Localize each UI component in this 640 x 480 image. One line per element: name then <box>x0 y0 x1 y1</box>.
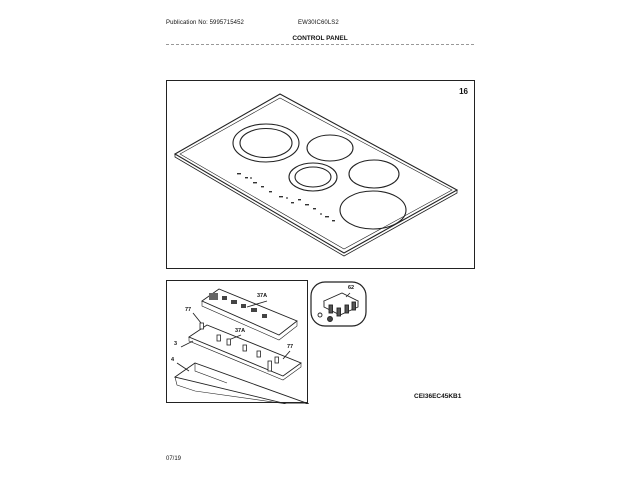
glass-top-outline <box>175 94 457 253</box>
callout-62: 62 <box>348 285 355 291</box>
header-divider <box>166 44 474 45</box>
figure-number: 16 <box>459 87 468 96</box>
callout-4: 4 <box>171 357 175 363</box>
large-element-inner <box>240 129 292 158</box>
model-number: EW30IC60LS2 <box>298 20 339 26</box>
touch-controls <box>237 173 335 221</box>
footer-date: 07/19 <box>166 456 182 462</box>
front-right-element <box>340 191 406 229</box>
cooktop-illustration <box>167 81 476 270</box>
control-assembly-illustration <box>167 281 309 404</box>
right-element <box>349 160 399 188</box>
drawing-code: CEI36EC45KB1 <box>414 393 462 400</box>
control-panel-exploded-view <box>166 280 308 403</box>
section-title: CONTROL PANEL <box>292 35 348 42</box>
part-62-detail <box>310 281 370 329</box>
callout-37a-mid: 37A <box>235 328 246 334</box>
large-element-outer <box>233 124 299 162</box>
callout-3: 3 <box>174 341 178 347</box>
publication-number: Publication No: 5995715452 <box>166 20 244 26</box>
cooktop-figure-panel <box>166 80 475 269</box>
rear-right-element <box>307 135 353 161</box>
callout-77-left: 77 <box>185 307 192 313</box>
callout-37a-board: 37A <box>257 293 268 299</box>
center-element-inner <box>295 167 331 187</box>
callout-77-right: 77 <box>287 344 294 350</box>
